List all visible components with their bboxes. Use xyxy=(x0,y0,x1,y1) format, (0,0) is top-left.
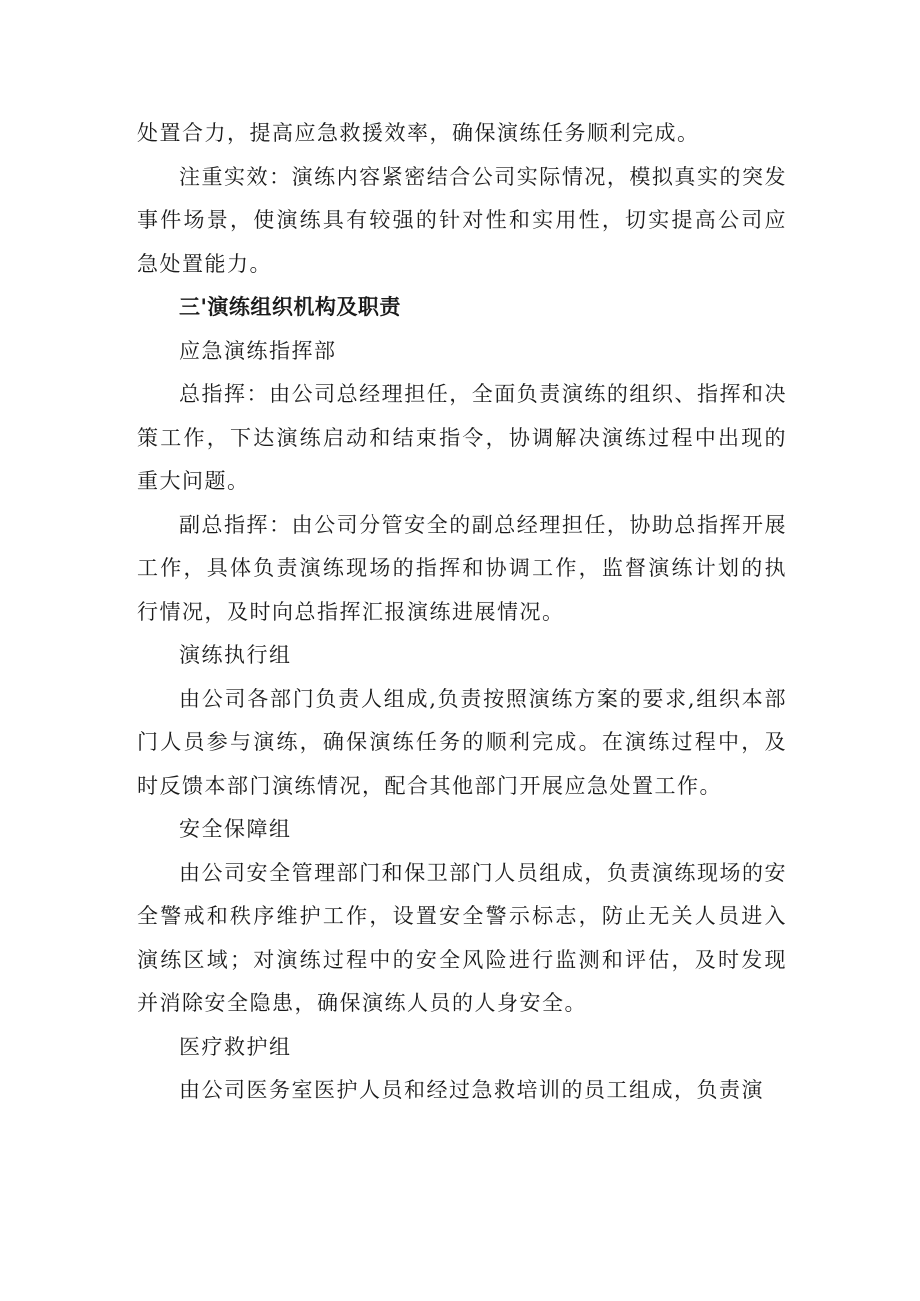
section-heading-organization: 三'演练组织机构及职责 xyxy=(179,295,401,319)
subheading-execution-group: 演练执行组 xyxy=(179,643,292,667)
subheading-command-center: 应急演练指挥部 xyxy=(179,338,337,363)
document-body xyxy=(137,112,787,1113)
paragraph-continuation: 处置合力，提高应急救援效率，确保演练任务顺利完成。 xyxy=(137,121,700,145)
paragraph-deputy-commander: 副总指挥：由公司分管安全的副总经理担任，协助总指挥开展工作，具体负责演练现场的指挥和协调工作，监督演练计划的执行情况，及时向总指挥汇报演练进展情况。 xyxy=(137,512,787,624)
paragraph-practical-effect: 注重实效：演练内容紧密结合公司实际情况，模拟真实的突发事件场景，使演练具有较强的针对性和实用性，切实提高公司应急处置能力。 xyxy=(137,164,787,276)
paragraph-chief-commander: 总指挥：由公司总经理担任，全面负责演练的组织、指挥和决策工作，下达演练启动和结束指令，协调解决演练过程中出现的重大问题。 xyxy=(137,382,787,493)
subheading-safety-group: 安全保障组 xyxy=(179,817,292,841)
paragraph-execution-group: 由公司各部门负责人组成,负责按照演练方案的要求,组织本部门人员参与演练，确保演练任务的顺利完成。在演练过程中，及时反馈本部门演练情况，配合其他部门开展应急处置工作。 xyxy=(137,686,787,798)
paragraph-safety-group: 由公司安全管理部门和保卫部门人员组成，负责演练现场的安全警戒和秩序维护工作，设置安全警示标志，防止无关人员进入演练区域；对演练过程中的安全风险进行监测和评估，及时发现并消除安全隐患，确保演练人员的人身安全。 xyxy=(137,860,787,1015)
paragraph-medical-group: 由公司医务室医护人员和经过急救培训的员工组成，负责演 xyxy=(179,1078,764,1102)
subheading-medical-group: 医疗救护组 xyxy=(179,1034,292,1059)
